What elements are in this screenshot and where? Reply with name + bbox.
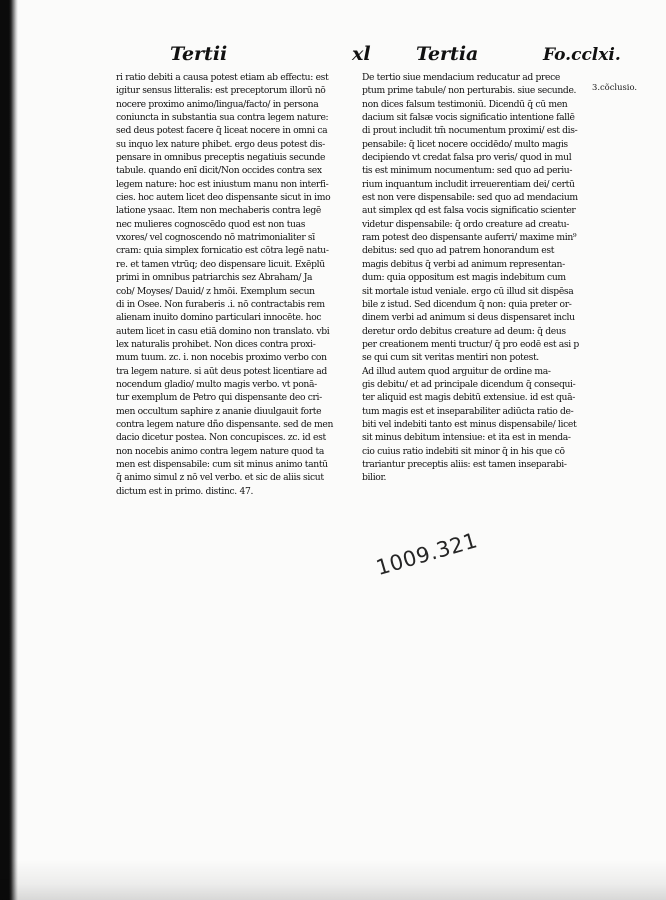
text-line: igitur sensus litteralis: est preceptorum illorū nō xyxy=(116,85,326,97)
text-line: dacio dicetur postea. Non concupisces. zc. id est xyxy=(116,432,326,444)
page-binding-shadow xyxy=(0,0,18,900)
text-line: sit minus debitum intensiue: et ita est in menda- xyxy=(362,432,571,444)
text-line: su inquo lex nature phibet. ergo deus potest dis- xyxy=(116,138,325,150)
left-text-column xyxy=(116,71,342,498)
text-line: cob/ Moyses/ Dauid/ z hmōi. Exemplum secun xyxy=(116,285,315,297)
running-header-right: Tertia xyxy=(416,43,479,65)
text-line: est non vere dispensabile: sed quo ad mendacium xyxy=(362,192,578,204)
handwritten-shelfmark: 1009.321 xyxy=(373,528,481,580)
text-line: re. et tamen vtrūq; deo dispensare licuit. Exēplū xyxy=(116,258,325,270)
text-line: dictum est in primo. distinc. 47. xyxy=(116,485,254,497)
text-line: di prout includit tm̄ nocumentum proximi/ est dis- xyxy=(362,125,578,137)
text-line: se qui cum sit veritas mentiri non potest. xyxy=(362,352,539,364)
text-line: videtur dispensabile: q̄ ordo creature ad creatu- xyxy=(362,218,570,230)
text-line: magis debitus q̄ verbi ad animum representan- xyxy=(362,258,565,270)
text-line: men est dispensabile: cum sit minus animo tantū xyxy=(116,458,328,470)
text-line: men occultum saphire z ananie diuulgauit forte xyxy=(116,405,322,417)
text-line: gis debitu/ et ad principale dicendum q̄ consequi- xyxy=(362,378,576,390)
text-line: biti vel indebiti tanto est minus dispensabile/ licet xyxy=(362,418,577,430)
text-line: dum: quia oppositum est magis indebitum cum xyxy=(362,272,566,284)
right-text-column xyxy=(362,71,594,485)
page-bottom-shadow xyxy=(0,860,666,900)
running-header-left: Tertii xyxy=(170,43,228,65)
text-line: dinem verbi ad animum si deus dispensaret inclu xyxy=(362,312,575,324)
text-line: Ad illud autem quod arguitur de ordine ma- xyxy=(362,365,551,377)
text-line: ram potest deo dispensante auferri/ maxime min⁹ xyxy=(362,232,577,244)
text-line: tabule. quando enī dicit/Non occides contra sex xyxy=(116,165,322,177)
text-line: rium inquantum includit irreuerentiam dei/ certū xyxy=(362,178,575,190)
text-line: sit mortale istud veniale. ergo cū illud sit dispēsa xyxy=(362,285,574,297)
text-line: bilior. xyxy=(362,472,387,484)
text-line: pensare in omnibus preceptis negatiuis secunde xyxy=(116,152,326,164)
running-header-distinction: xl xyxy=(352,43,371,65)
text-line: contra legem nature dño dispensante. sed de men xyxy=(116,418,334,430)
text-line: ter aliquid est magis debitū extensiue. id est quā- xyxy=(362,392,575,404)
text-line: legem nature: hoc est iniustum manu non interfi- xyxy=(116,178,329,190)
text-line: vxores/ vel cognoscendo nō matrimonialiter sī xyxy=(116,232,315,244)
text-line: decipiendo vt credat falsa pro veris/ quod in mul xyxy=(362,152,572,164)
text-line: sed deus potest facere q̄ liceat nocere in omni ca xyxy=(116,125,328,137)
text-line: pensabile: q̄ licet nocere occidēdo/ multo magis xyxy=(362,138,568,150)
text-line: ptum prime tabule/ non perturabis. siue secunde. xyxy=(362,85,577,97)
text-line: nec mulieres cognoscēdo quod est non tuas xyxy=(116,218,306,230)
text-line: De tertio siue mendacium reducatur ad prece xyxy=(362,72,561,83)
text-line: mum tuum. zc. i. non nocebis proximo verbo con xyxy=(116,352,327,364)
text-line: latione ysaac. Item non mechaberis contra legē xyxy=(116,205,322,217)
text-line: cram: quia simplex fornicatio est cōtra legē natu- xyxy=(116,245,329,257)
text-line: q̄ animo simul z nō vel verbo. et sic de aliis sicut xyxy=(116,472,324,484)
text-line: dacium sit falsæ vocis significatio intentione fallē xyxy=(362,112,575,124)
text-line: debitus: sed quo ad patrem honorandum est xyxy=(362,245,555,257)
text-line: aut simplex qd est falsa vocis significatio scienter xyxy=(362,205,576,217)
text-line: non nocebis animo contra legem nature quod ta xyxy=(116,445,324,457)
text-line: per creationem menti tructur/ q̄ pro eodē est asi p xyxy=(362,338,579,350)
text-line: non dices falsum testimoniū. Dicendū q̄ cū men xyxy=(362,98,568,110)
text-line: cies. hoc autem licet deo dispensante sicut in imo xyxy=(116,192,331,204)
text-line: ri ratio debiti a causa potest etiam ab effectu: est xyxy=(116,72,329,83)
text-line: autem licet in casu etiā domino non translato. vbi xyxy=(116,325,330,337)
text-line: tur exemplum de Petro qui dispensante deo cri- xyxy=(116,392,322,404)
text-line: cio cuius ratio indebiti sit minor q̄ in his que cō xyxy=(362,445,565,457)
text-line: tra legem nature. si aūt deus potest licentiare ad xyxy=(116,365,327,377)
text-line: coniuncta in substantia sua contra legem nature: xyxy=(116,112,329,124)
text-line: lex naturalis prohibet. Non dices contra proxi- xyxy=(116,338,316,350)
text-line: primi in omnibus patriarchis sez Abraham/ Ja xyxy=(116,272,313,284)
text-line: tis est minimum nocumentum: sed quo ad periu- xyxy=(362,165,573,177)
text-line: alienam inuito domino particulari innocēte. hoc xyxy=(116,312,322,324)
text-line: bile z istud. Sed dicendum q̄ non: quia preter or- xyxy=(362,298,572,310)
text-line: nocendum gladio/ multo magis verbo. vt ponā- xyxy=(116,378,317,390)
text-line: tum magis est et inseparabiliter adiūcta ratio de- xyxy=(362,405,574,417)
text-line: deretur ordo debitus creature ad deum: q̄ deus xyxy=(362,325,566,337)
folio-number: Fo.cclxi. xyxy=(543,45,621,65)
text-line: trariantur preceptis aliis: est tamen inseparabi- xyxy=(362,458,567,470)
text-line: nocere proximo animo/lingua/facto/ in persona xyxy=(116,98,319,110)
text-line: di in Osee. Non furaberis .i. nō contractabis rem xyxy=(116,298,325,310)
margin-note: 3.cõclusio. xyxy=(592,82,638,92)
